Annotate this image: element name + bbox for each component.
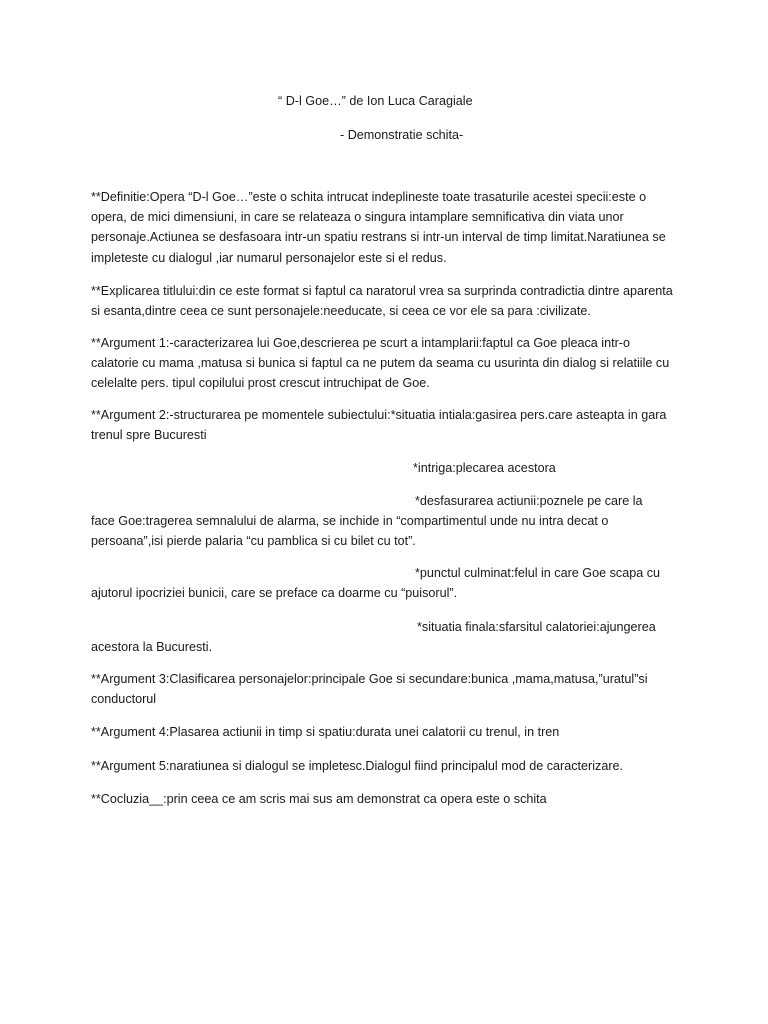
situatia-finala-body: acestora la Bucuresti. <box>91 640 213 654</box>
paragraph-definitie: **Definitie:Opera “D-l Goe…”este o schita intrucat indeplineste toate trasaturile acestei specii:este o opera, de mici dimensiuni, in care se relateaza o singura intamplare semnificativa din viata unor personaje.Actiunea se desfasoara intr-un spatiu restrans si intr-un interval de timp limitat.Naratiunea se impleteste cu dialogul ,iar numarul personajelor este si el redus. <box>91 190 666 265</box>
desfasurarea-heading: *desfasurarea actiunii:poznele pe care la <box>415 494 643 508</box>
document-title: “ D-l Goe…” de Ion Luca Caragiale <box>278 94 473 108</box>
paragraph-argument-5: **Argument 5:naratiunea si dialogul se impletesc.Dialogul fiind principalul mod de caracterizare. <box>91 759 624 773</box>
document-subtitle: - Demonstratie schita- <box>340 128 464 142</box>
intriga-line: *intriga:plecarea acestora <box>413 461 556 475</box>
paragraph-concluzia: **Cocluzia__:prin ceea ce am scris mai sus am demonstrat ca opera este o schita <box>91 792 547 806</box>
paragraph-argument-2: **Argument 2:-structurarea pe momentele subiectului:*situatia intiala:gasirea pers.care asteapta in gara trenul spre Bucuresti <box>91 408 667 443</box>
desfasurarea-body: face Goe:tragerea semnalului de alarma, se inchide in “compartimentul unde nu intra decat o persoana”,isi pierde palaria “cu pamblica si cu bilet cu tot”. <box>91 514 609 549</box>
punctul-culminant-body: ajutorul ipocriziei bunicii, care se preface ca doarme cu “puisorul”. <box>91 586 458 600</box>
punctul-culminant-heading: *punctul culminat:felul in care Goe scapa cu <box>415 566 661 580</box>
situatia-finala-heading: *situatia finala:sfarsitul calatoriei:ajungerea <box>417 620 656 634</box>
paragraph-argument-3: **Argument 3:Clasificarea personajelor:principale Goe si secundare:bunica ,mama,matusa,”uratul”si conductorul <box>91 672 648 707</box>
paragraph-explicarea-titlului: **Explicarea titlului:din ce este format si faptul ca naratorul vrea sa surprinda contradictia dintre aparenta si esanta,dintre ceea ce sunt personajele:needucate, si ceea ce vor ele sa para :civilizate. <box>91 284 673 319</box>
paragraph-argument-1: **Argument 1:-caracterizarea lui Goe,descrierea pe scurt a intamplarii:faptul ca Goe pleaca intr-o calatorie cu mama ,matusa si bunica si faptul ca ne putem da seama cu usurinta din dialog si relatiile cu celelalte pers. tipul copilului prost crescut intruchipat de Goe. <box>91 336 670 391</box>
paragraph-argument-4: **Argument 4:Plasarea actiunii in timp si spatiu:durata unei calatorii cu trenul, in tren <box>91 725 560 739</box>
